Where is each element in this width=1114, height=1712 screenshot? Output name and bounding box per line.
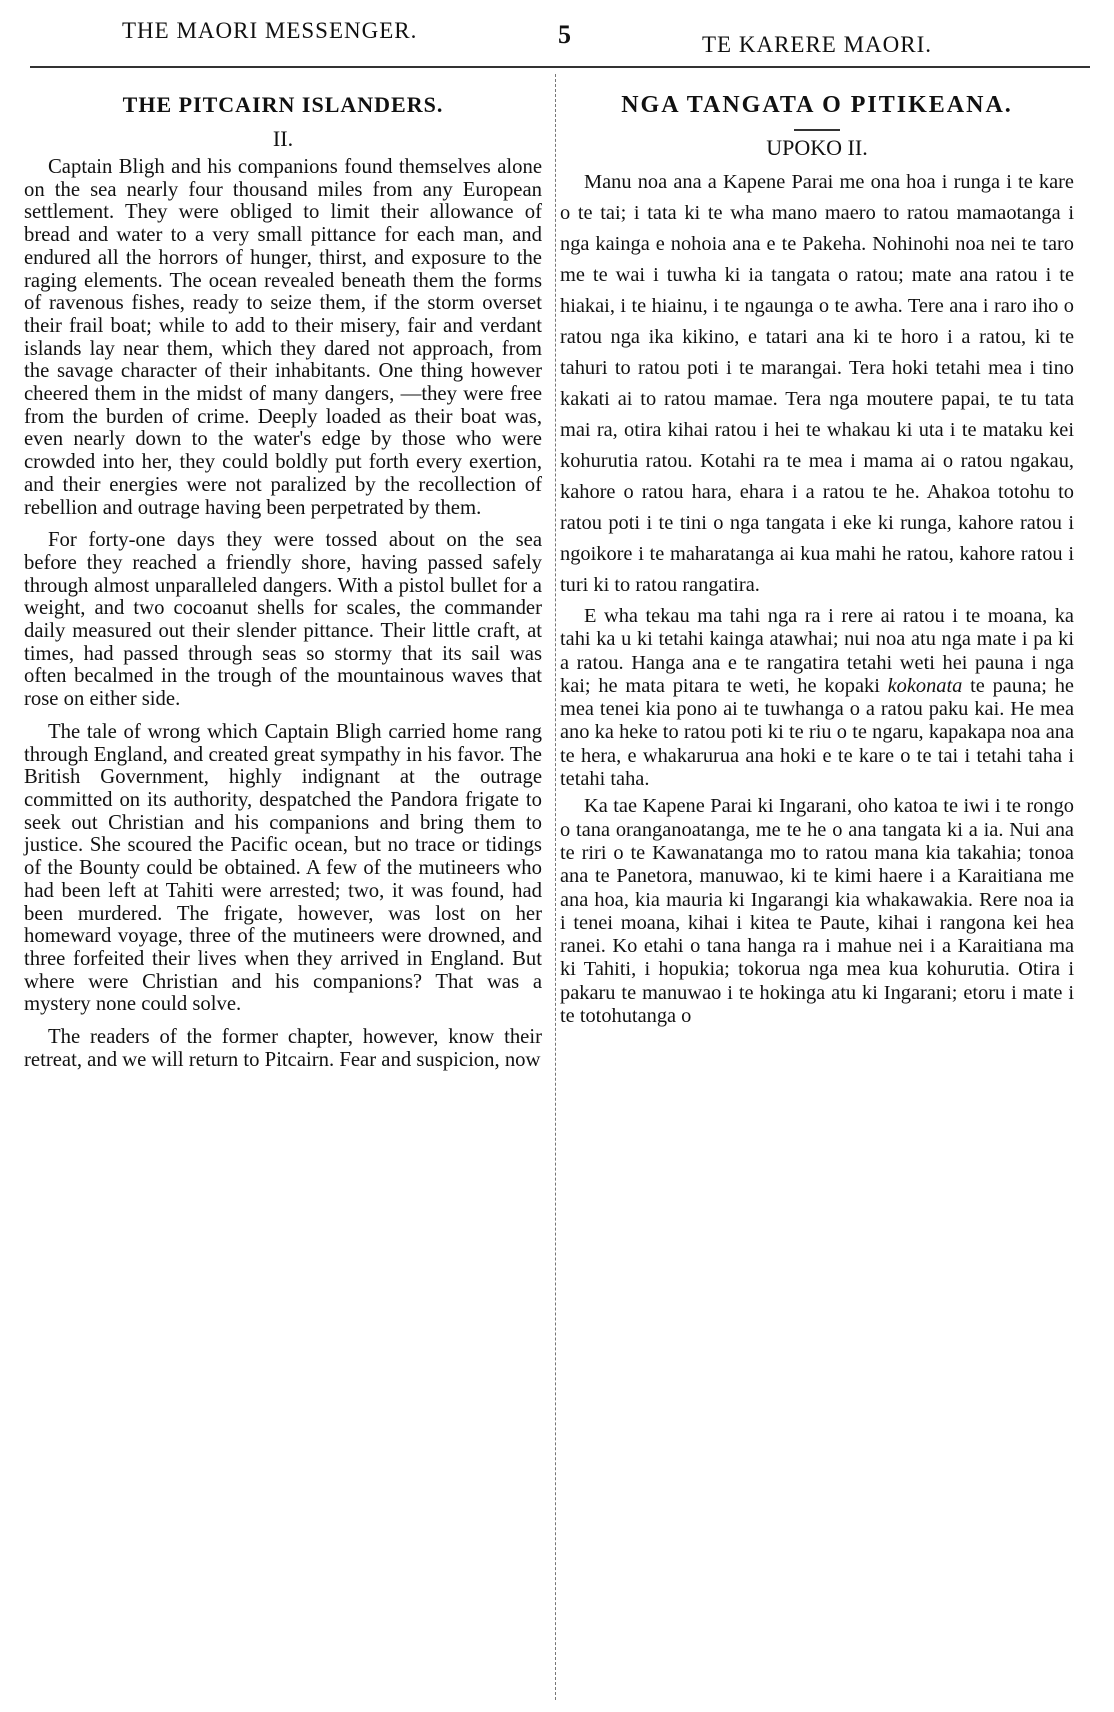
header-maori-title: TE KARERE MAORI. (702, 32, 933, 57)
maori-paragraph-1: Manu noa ana a Kapene Parai me ona hoa i runga i te kare o te tai; i tata ki te wha mano maero to ratou mamaotanga i nga kainga e nohoia ana e te Pakeha. Nohinohi noa nei te taro me te wai i tuwha ki ia tangata o ratou; mate ana ratou i te hiakai, i te hiainu, i te ngaunga o te awha. Tere ana i raro iho o ratou nga ika kikino, e tatari ana ki te horo i a ratou, ki te tahuri to ratou poti i te marangai. Tera hoki tetahi mea i tino kakati ai to ratou mamae. Tera nga moutere papai, te tu tata mai ra, otira kihai ratou i hei te whakau ki uta i te mataku kei kohurutia ratou. Kotahi ra te mea i mama ai o ratou ngakau, kahore o ratou hara, ehara i a ratou te he. Ahakoa totohu to ratou poti i te tini o nga tangata i eke ki runga, kahore ratou i ngoikore i te maharatanga ai kua mahi he ratou, kahore ratou i turi ki to ratou rangatira. (560, 171, 1074, 596)
english-paragraph-1: Captain Bligh and his companions found themselves alone on the sea nearly four thousand miles from any European settlement. They were obliged to limit their allowance of bread and water to a very small pittance for each man, and endured all the horrors of hunger, thirst, and exposure to the raging elements. The ocean revealed beneath them the forms of ravenous fishes, ready to seize them, if the storm overset their frail boat; while to add to their misery, fair and verdant islands lay near them, which they dared not approach, from the savage character of their inhabitants. One thing however cheered them in the midst of many dangers, —they were free from the burden of crime. Deeply loaded as their boat was, even nearly down to the water's edge by those who were crowded into her, they could boldly put forth every exertion, and their energies were not paralized by the recollection of rebellion and outrage having been perpetrated by them. (24, 156, 542, 519)
chapter-rule (794, 129, 840, 131)
english-column (24, 92, 542, 1071)
page-number: 5 (558, 20, 571, 49)
maori-italic-word: kokonata (887, 674, 963, 697)
english-paragraph-2: For forty-one days they were tossed about on the sea before they reached a friendly shore, having passed safely through almost unparalleled dangers. With a pistol bullet for a weight, and two cocoanut shells for scales, the commander daily measured out their slender pittance. Their little craft, at times, had passed through seas so stormy that its sail was often becalmed in the trough of the mountainous waves that rose on either side. (24, 529, 542, 711)
maori-paragraph-2-text: E wha tekau ma tahi nga ra i rere ai ratou i te moana, ka tahi ka u ki tetahi kainga atawhai; nui noa atu nga mate i pa ki a ratou. Hanga ana e te rangatira tetahi weti hei pauna i nga kai; he mata pitara te weti, he kopaki (560, 605, 1074, 697)
maori-paragraph-2-rest: te pauna; he mea tenei kia pono ai te tuwhanga o a ratou paku kai. He mea ano ka heke to ratou poti ki te riu o te ngaru, kapakapa noa ana te hera, e whakarurua ana hoki e te kare o te tai i tetahi taha i tetahi taha. (560, 674, 1074, 791)
english-chapter-number: II. (272, 126, 294, 151)
maori-paragraph-3: Ka tae Kapene Parai ki Ingarani, oho katoa te iwi i te rongo o tana oranganoatanga, me te he o ana tangata ki a ia. Nui ana te riri o te Kawanatanga mo to ratou mana kia takahia; tonoa ana te Panetora, manuwao, ki te kimi haere i a Karaitiana me ana hoa, kia mauria ki Ingarangi kia whakawakia. Rere noa ia i tenei moana, kihai i kitea te Paute, kihai i rangona kei hea ranei. Ko etahi o tana hanga ra i mahue nei i a Karaitiana ma ki Tahiti, i hopukia; tokorua nga mea kua kohurutia. Otira i pakaru te manuwao i te hokinga atu ki Ingarani; etoru i mate i te totohutanga o (560, 795, 1074, 1028)
maori-chapter-number: UPOKO II. (766, 135, 868, 160)
page-header (30, 18, 1090, 58)
english-paragraph-4: The readers of the former chapter, however, know their retreat, and we will return to Pitcairn. Fear and suspicion, now (24, 1026, 542, 1071)
header-rule (30, 66, 1090, 68)
english-article-title: THE PITCAIRN ISLANDERS. (122, 92, 444, 117)
english-paragraph-3: The tale of wrong which Captain Bligh carried home rang through England, and created great sympathy in his favor. The British Government, highly indignant at the outrage committed on its authority, despatched the Pandora frigate to seek out Christian and his companions and bring them to justice. She scoured the Pacific ocean, but no trace or tidings of the Bounty could be obtained. A few of the mutineers who had been left at Tahiti were arrested; two, it was found, had been murdered. The frigate, however, was lost on her homeward voyage, three of the mutineers were drowned, and three forfeited their lives when they arrived in England. But where were Christian and his companions? That was a mystery none could solve. (24, 720, 542, 1016)
maori-column (560, 92, 1074, 1028)
maori-article-title: NGA TANGATA O PITIKEANA. (621, 92, 1013, 118)
header-english-title: THE MAORI MESSENGER. (122, 18, 418, 43)
column-divider (555, 74, 557, 1700)
maori-paragraph-2 (560, 605, 1074, 791)
